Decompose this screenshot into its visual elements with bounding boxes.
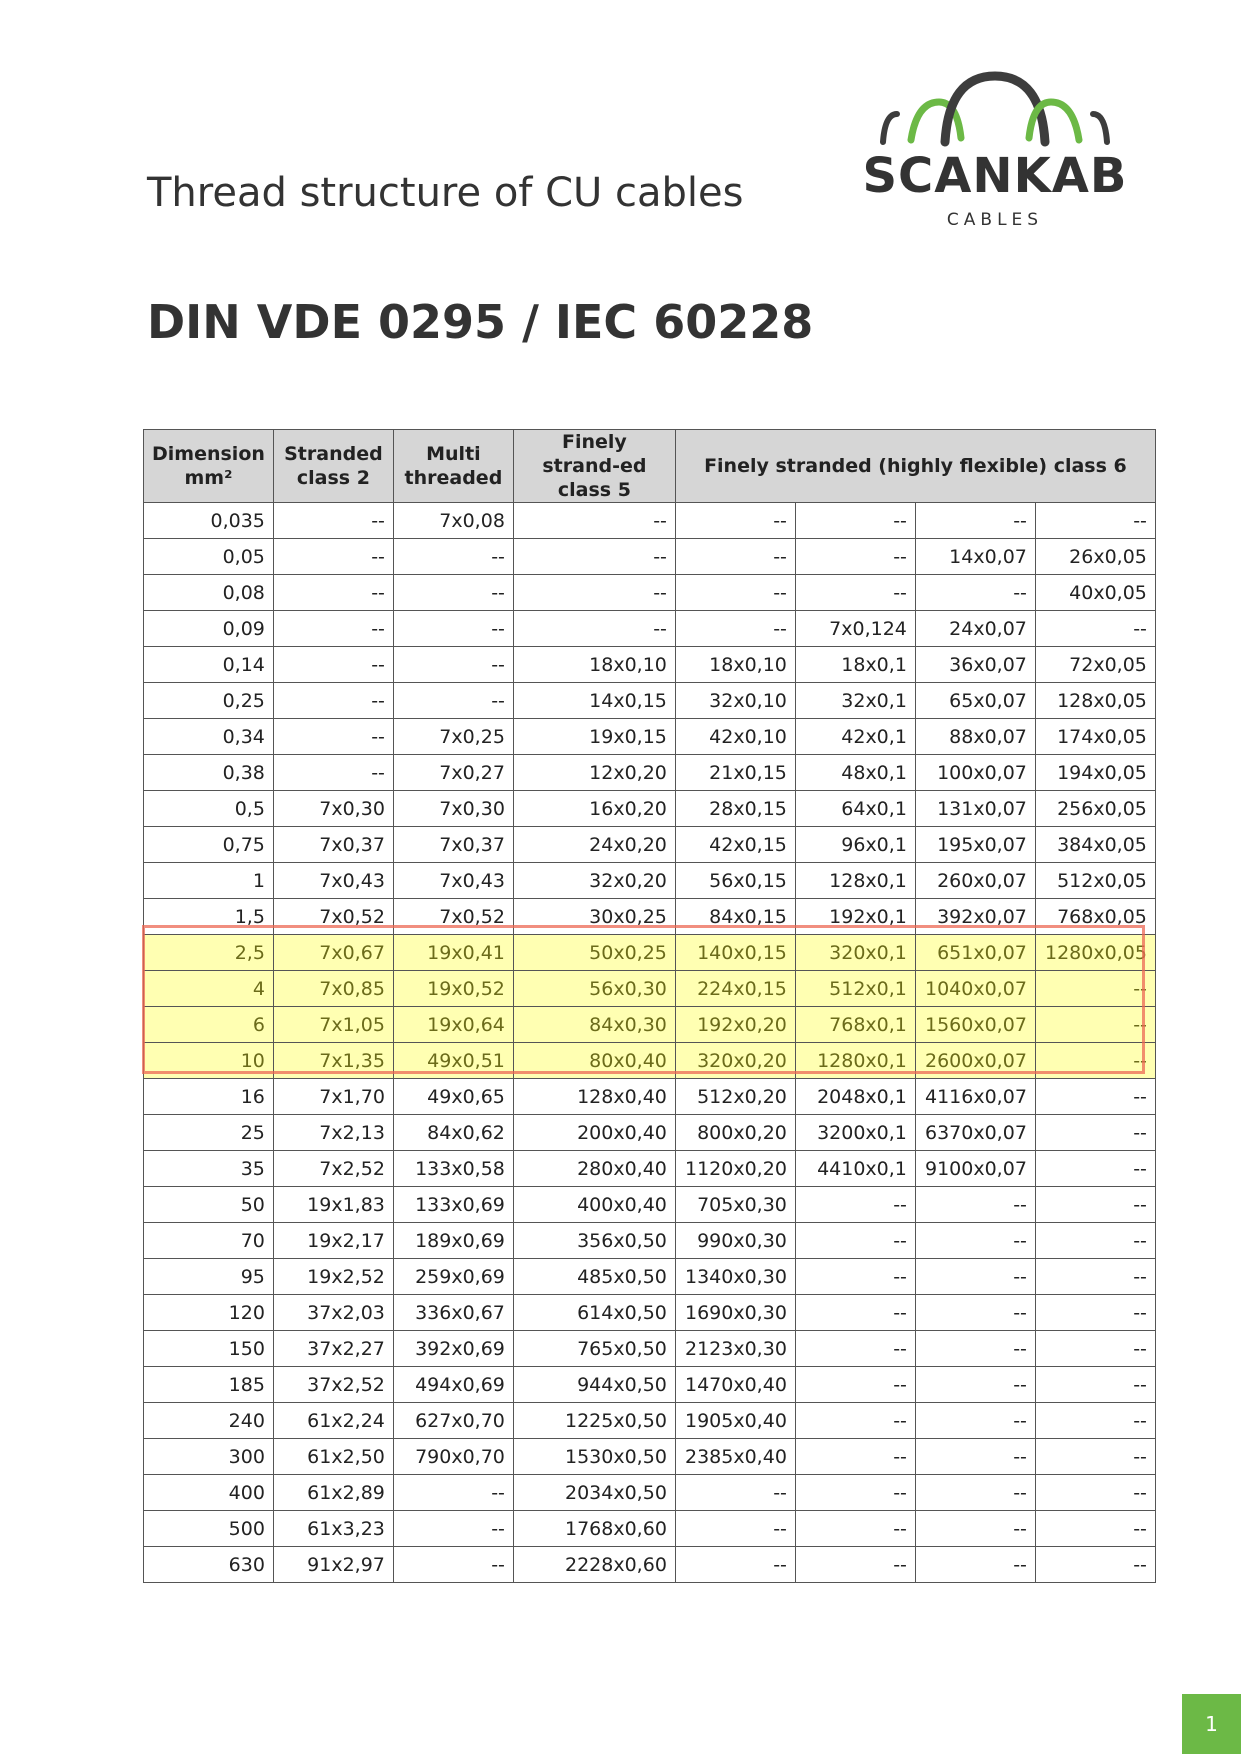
- table-cell: 7x0,52: [273, 899, 393, 935]
- table-row: [144, 1475, 1156, 1511]
- table-cell: 7x0,124: [795, 611, 915, 647]
- table-row: [144, 827, 1156, 863]
- table-cell: --: [393, 1475, 513, 1511]
- table-cell: 80x0,40: [513, 1043, 675, 1079]
- table-cell: 944x0,50: [513, 1367, 675, 1403]
- logo-wordmark: SCANKAB: [862, 148, 1128, 204]
- table-cell: 512x0,20: [675, 1079, 795, 1115]
- table-cell: 189x0,69: [393, 1223, 513, 1259]
- table-row: [144, 1547, 1156, 1583]
- table-cell: 56x0,30: [513, 971, 675, 1007]
- table-cell: 61x2,89: [273, 1475, 393, 1511]
- table-cell: 84x0,62: [393, 1115, 513, 1151]
- table-cell: 7x0,27: [393, 755, 513, 791]
- table-cell: 485x0,50: [513, 1259, 675, 1295]
- table-cell: 0,75: [144, 827, 274, 863]
- table-cell: --: [273, 647, 393, 683]
- table-row: [144, 1439, 1156, 1475]
- table-cell: --: [915, 575, 1035, 611]
- table-cell: --: [393, 1511, 513, 1547]
- table-cell: 26x0,05: [1035, 539, 1155, 575]
- table-cell: 790x0,70: [393, 1439, 513, 1475]
- table-cell: 56x0,15: [675, 863, 795, 899]
- header-finely-stranded-class-5: Finely strand-ed class 5: [513, 430, 675, 503]
- table-row: [144, 719, 1156, 755]
- table-cell: 800x0,20: [675, 1115, 795, 1151]
- table-cell: 36x0,07: [915, 647, 1035, 683]
- table-cell: 512x0,05: [1035, 863, 1155, 899]
- table-cell: 765x0,50: [513, 1331, 675, 1367]
- table-cell: 61x3,23: [273, 1511, 393, 1547]
- table-cell: --: [1035, 1115, 1155, 1151]
- table-cell: 131x0,07: [915, 791, 1035, 827]
- table-row: [144, 1295, 1156, 1331]
- table-cell: 3200x0,1: [795, 1115, 915, 1151]
- table-cell: 19x0,41: [393, 935, 513, 971]
- table-cell: 19x0,15: [513, 719, 675, 755]
- table-cell: --: [915, 1403, 1035, 1439]
- table-cell: 32x0,1: [795, 683, 915, 719]
- table-cell: --: [1035, 1259, 1155, 1295]
- table-cell: --: [915, 1511, 1035, 1547]
- table-cell: 2228x0,60: [513, 1547, 675, 1583]
- table-cell: --: [915, 1367, 1035, 1403]
- table-cell: 990x0,30: [675, 1223, 795, 1259]
- table-cell: 7x0,43: [393, 863, 513, 899]
- table-cell: 37x2,27: [273, 1331, 393, 1367]
- table-cell: 630: [144, 1547, 274, 1583]
- table-cell: --: [393, 539, 513, 575]
- table-cell: --: [1035, 971, 1155, 1007]
- table-cell: --: [675, 1475, 795, 1511]
- table-cell: 19x1,83: [273, 1187, 393, 1223]
- table-cell: --: [795, 1223, 915, 1259]
- table-cell: 185: [144, 1367, 274, 1403]
- table-cell: 19x0,52: [393, 971, 513, 1007]
- logo-tagline: CABLES: [946, 210, 1044, 230]
- table-cell: --: [513, 503, 675, 539]
- table-cell: 14x0,15: [513, 683, 675, 719]
- table-body: [144, 503, 1156, 1583]
- table-cell: --: [675, 503, 795, 539]
- table-cell: 32x0,20: [513, 863, 675, 899]
- table-cell: 627x0,70: [393, 1403, 513, 1439]
- table-cell: 4116x0,07: [915, 1079, 1035, 1115]
- table-cell: 1225x0,50: [513, 1403, 675, 1439]
- table-cell: 32x0,10: [675, 683, 795, 719]
- table-row: [144, 1403, 1156, 1439]
- table-cell: 30x0,25: [513, 899, 675, 935]
- scankab-logo: [855, 70, 1135, 235]
- table-cell: --: [915, 503, 1035, 539]
- table-cell: --: [513, 575, 675, 611]
- table-cell: 40x0,05: [1035, 575, 1155, 611]
- table-cell: 128x0,40: [513, 1079, 675, 1115]
- table-row: [144, 791, 1156, 827]
- table-cell: 7x0,67: [273, 935, 393, 971]
- table-cell: 14x0,07: [915, 539, 1035, 575]
- table-cell: 42x0,15: [675, 827, 795, 863]
- table-cell: 7x0,30: [393, 791, 513, 827]
- table-cell: 7x0,37: [393, 827, 513, 863]
- table-cell: 65x0,07: [915, 683, 1035, 719]
- table-cell: --: [795, 575, 915, 611]
- table-cell: --: [273, 575, 393, 611]
- table-cell: --: [795, 539, 915, 575]
- table-cell: --: [1035, 1079, 1155, 1115]
- table-cell: --: [1035, 1223, 1155, 1259]
- table-row: [144, 1115, 1156, 1151]
- table-cell: 42x0,1: [795, 719, 915, 755]
- table-cell: 280x0,40: [513, 1151, 675, 1187]
- table-cell: --: [1035, 1295, 1155, 1331]
- table-cell: --: [1035, 611, 1155, 647]
- table-cell: 336x0,67: [393, 1295, 513, 1331]
- table-row: [144, 683, 1156, 719]
- table-cell: 150: [144, 1331, 274, 1367]
- table-cell: 259x0,69: [393, 1259, 513, 1295]
- table-cell: --: [795, 1259, 915, 1295]
- table-cell: 1768x0,60: [513, 1511, 675, 1547]
- table-cell: --: [1035, 1511, 1155, 1547]
- table-cell: 61x2,24: [273, 1403, 393, 1439]
- table-cell: 120: [144, 1295, 274, 1331]
- table-cell: --: [1035, 1151, 1155, 1187]
- table-cell: 1560x0,07: [915, 1007, 1035, 1043]
- cable-thread-table: [143, 429, 1156, 1583]
- table-cell: --: [1035, 1403, 1155, 1439]
- table-row: [144, 647, 1156, 683]
- table-cell: 1280x0,05: [1035, 935, 1155, 971]
- table-cell: --: [675, 575, 795, 611]
- table-cell: --: [393, 683, 513, 719]
- table-cell: 392x0,69: [393, 1331, 513, 1367]
- table-cell: 2034x0,50: [513, 1475, 675, 1511]
- table-cell: 21x0,15: [675, 755, 795, 791]
- table-cell: 195x0,07: [915, 827, 1035, 863]
- table-cell: 42x0,10: [675, 719, 795, 755]
- table-cell: 28x0,15: [675, 791, 795, 827]
- table-cell: --: [675, 1511, 795, 1547]
- table-cell: 7x1,05: [273, 1007, 393, 1043]
- table-cell: 0,05: [144, 539, 274, 575]
- table-cell: 7x0,52: [393, 899, 513, 935]
- document-subtitle: Thread structure of CU cables: [147, 170, 744, 216]
- table-cell: 18x0,1: [795, 647, 915, 683]
- table-cell: --: [1035, 1007, 1155, 1043]
- table-cell: --: [795, 503, 915, 539]
- document-title: DIN VDE 0295 / IEC 60228: [147, 295, 814, 349]
- table-cell: 16x0,20: [513, 791, 675, 827]
- table-cell: 384x0,05: [1035, 827, 1155, 863]
- table-cell: 96x0,1: [795, 827, 915, 863]
- table-cell: 49x0,65: [393, 1079, 513, 1115]
- table-cell: 7x0,08: [393, 503, 513, 539]
- table-cell: --: [393, 611, 513, 647]
- table-cell: 25: [144, 1115, 274, 1151]
- table-cell: --: [915, 1439, 1035, 1475]
- table-cell: --: [513, 611, 675, 647]
- table-cell: 24x0,20: [513, 827, 675, 863]
- table-cell: 0,34: [144, 719, 274, 755]
- table-row: [144, 1079, 1156, 1115]
- table-row: [144, 1007, 1156, 1043]
- table-cell: 64x0,1: [795, 791, 915, 827]
- table-cell: 0,38: [144, 755, 274, 791]
- table-cell: --: [393, 1547, 513, 1583]
- table-cell: 6: [144, 1007, 274, 1043]
- header-stranded-class-2: Stranded class 2: [273, 430, 393, 503]
- table-cell: 300: [144, 1439, 274, 1475]
- table-cell: 48x0,1: [795, 755, 915, 791]
- table-cell: 61x2,50: [273, 1439, 393, 1475]
- table-cell: 70: [144, 1223, 274, 1259]
- table-cell: 240: [144, 1403, 274, 1439]
- table-cell: 2,5: [144, 935, 274, 971]
- table-cell: --: [1035, 1043, 1155, 1079]
- table-cell: --: [675, 1547, 795, 1583]
- table-cell: 128x0,1: [795, 863, 915, 899]
- table-cell: 0,14: [144, 647, 274, 683]
- table-cell: 174x0,05: [1035, 719, 1155, 755]
- logo-arches-icon: [855, 70, 1135, 150]
- table-row: [144, 899, 1156, 935]
- table-cell: 0,5: [144, 791, 274, 827]
- table-cell: 2048x0,1: [795, 1079, 915, 1115]
- table-cell: 400: [144, 1475, 274, 1511]
- table-cell: --: [915, 1475, 1035, 1511]
- table-cell: 0,09: [144, 611, 274, 647]
- table-row: [144, 935, 1156, 971]
- table-cell: 494x0,69: [393, 1367, 513, 1403]
- table-cell: 0,25: [144, 683, 274, 719]
- table-row: [144, 503, 1156, 539]
- table-cell: 500: [144, 1511, 274, 1547]
- page-number-badge: 1: [1182, 1694, 1241, 1754]
- table-cell: 19x0,64: [393, 1007, 513, 1043]
- table-cell: 7x1,35: [273, 1043, 393, 1079]
- table-cell: --: [795, 1295, 915, 1331]
- table-cell: --: [915, 1259, 1035, 1295]
- table-cell: 1,5: [144, 899, 274, 935]
- table-cell: --: [1035, 1187, 1155, 1223]
- table-cell: 2385x0,40: [675, 1439, 795, 1475]
- table-cell: --: [795, 1187, 915, 1223]
- table-cell: 705x0,30: [675, 1187, 795, 1223]
- table-cell: --: [795, 1547, 915, 1583]
- table-cell: 192x0,20: [675, 1007, 795, 1043]
- table-cell: 320x0,1: [795, 935, 915, 971]
- table-cell: 91x2,97: [273, 1547, 393, 1583]
- table-cell: 651x0,07: [915, 935, 1035, 971]
- table-row: [144, 1259, 1156, 1295]
- table-cell: 50: [144, 1187, 274, 1223]
- table-cell: 24x0,07: [915, 611, 1035, 647]
- header-finely-stranded-class-6: Finely stranded (highly flexible) class 6: [675, 430, 1155, 503]
- table-cell: 260x0,07: [915, 863, 1035, 899]
- table-cell: 1470x0,40: [675, 1367, 795, 1403]
- table-cell: --: [675, 539, 795, 575]
- table-cell: 614x0,50: [513, 1295, 675, 1331]
- table-row: [144, 755, 1156, 791]
- table-cell: 0,08: [144, 575, 274, 611]
- table-cell: 2123x0,30: [675, 1331, 795, 1367]
- table-cell: --: [915, 1295, 1035, 1331]
- table-row: [144, 1511, 1156, 1547]
- table-cell: --: [1035, 503, 1155, 539]
- table-cell: 18x0,10: [513, 647, 675, 683]
- table-cell: 7x1,70: [273, 1079, 393, 1115]
- table-cell: 84x0,15: [675, 899, 795, 935]
- table-cell: 7x0,85: [273, 971, 393, 1007]
- table-row: [144, 1223, 1156, 1259]
- table-cell: --: [1035, 1475, 1155, 1511]
- table-cell: 88x0,07: [915, 719, 1035, 755]
- table-cell: --: [1035, 1547, 1155, 1583]
- table-cell: --: [273, 755, 393, 791]
- table-row: [144, 1331, 1156, 1367]
- table-cell: 1: [144, 863, 274, 899]
- table-row: [144, 539, 1156, 575]
- table-header-row: [144, 430, 1156, 503]
- table-cell: --: [393, 575, 513, 611]
- table-cell: 19x2,52: [273, 1259, 393, 1295]
- table-row: [144, 971, 1156, 1007]
- table-cell: 50x0,25: [513, 935, 675, 971]
- table-cell: 6370x0,07: [915, 1115, 1035, 1151]
- table-cell: 37x2,03: [273, 1295, 393, 1331]
- table-cell: 1690x0,30: [675, 1295, 795, 1331]
- table-cell: 128x0,05: [1035, 683, 1155, 719]
- header-dimension: Dimension mm²: [144, 430, 274, 503]
- table-cell: 95: [144, 1259, 274, 1295]
- table-cell: 2600x0,07: [915, 1043, 1035, 1079]
- table-cell: 1905x0,40: [675, 1403, 795, 1439]
- header-multi-threaded: Multi threaded: [393, 430, 513, 503]
- table-cell: 84x0,30: [513, 1007, 675, 1043]
- table-cell: 356x0,50: [513, 1223, 675, 1259]
- table-row: [144, 1151, 1156, 1187]
- table-cell: 4410x0,1: [795, 1151, 915, 1187]
- table-cell: 100x0,07: [915, 755, 1035, 791]
- table-row: [144, 1187, 1156, 1223]
- table-cell: 400x0,40: [513, 1187, 675, 1223]
- table-cell: 0,035: [144, 503, 274, 539]
- table-cell: 72x0,05: [1035, 647, 1155, 683]
- table-cell: 1120x0,20: [675, 1151, 795, 1187]
- table-cell: --: [915, 1187, 1035, 1223]
- table-row: [144, 1043, 1156, 1079]
- table-cell: --: [795, 1511, 915, 1547]
- table-row: [144, 575, 1156, 611]
- table-cell: 194x0,05: [1035, 755, 1155, 791]
- table-row: [144, 863, 1156, 899]
- table-cell: 140x0,15: [675, 935, 795, 971]
- table-cell: --: [273, 683, 393, 719]
- table-cell: 37x2,52: [273, 1367, 393, 1403]
- table-cell: 12x0,20: [513, 755, 675, 791]
- table-cell: 1040x0,07: [915, 971, 1035, 1007]
- table-cell: 7x0,43: [273, 863, 393, 899]
- table-cell: 192x0,1: [795, 899, 915, 935]
- table-cell: --: [273, 611, 393, 647]
- table-cell: --: [1035, 1331, 1155, 1367]
- table-cell: 1530x0,50: [513, 1439, 675, 1475]
- table-cell: 7x2,13: [273, 1115, 393, 1151]
- table-cell: 49x0,51: [393, 1043, 513, 1079]
- table-cell: --: [795, 1331, 915, 1367]
- table-cell: 768x0,05: [1035, 899, 1155, 935]
- table-cell: 7x0,30: [273, 791, 393, 827]
- table-cell: 512x0,1: [795, 971, 915, 1007]
- table-cell: 1340x0,30: [675, 1259, 795, 1295]
- table-cell: --: [915, 1547, 1035, 1583]
- table-cell: 7x0,37: [273, 827, 393, 863]
- table-cell: --: [795, 1403, 915, 1439]
- table-cell: 133x0,58: [393, 1151, 513, 1187]
- table-cell: --: [273, 539, 393, 575]
- table-cell: 320x0,20: [675, 1043, 795, 1079]
- table-cell: 392x0,07: [915, 899, 1035, 935]
- table-cell: 16: [144, 1079, 274, 1115]
- table-cell: --: [795, 1367, 915, 1403]
- table-cell: 10: [144, 1043, 274, 1079]
- table-cell: --: [675, 611, 795, 647]
- table-cell: --: [393, 647, 513, 683]
- table-cell: 19x2,17: [273, 1223, 393, 1259]
- table-cell: 7x2,52: [273, 1151, 393, 1187]
- table-cell: 256x0,05: [1035, 791, 1155, 827]
- table-cell: --: [1035, 1439, 1155, 1475]
- table-cell: 18x0,10: [675, 647, 795, 683]
- table-cell: --: [795, 1475, 915, 1511]
- table-cell: --: [513, 539, 675, 575]
- table-cell: --: [273, 719, 393, 755]
- table-cell: 35: [144, 1151, 274, 1187]
- table-cell: 133x0,69: [393, 1187, 513, 1223]
- table-cell: 7x0,25: [393, 719, 513, 755]
- table-cell: 9100x0,07: [915, 1151, 1035, 1187]
- table-row: [144, 611, 1156, 647]
- table-cell: 1280x0,1: [795, 1043, 915, 1079]
- table-cell: --: [915, 1223, 1035, 1259]
- table-cell: 224x0,15: [675, 971, 795, 1007]
- table-cell: --: [1035, 1367, 1155, 1403]
- table-cell: 768x0,1: [795, 1007, 915, 1043]
- table-cell: --: [273, 503, 393, 539]
- table-cell: --: [795, 1439, 915, 1475]
- table-row: [144, 1367, 1156, 1403]
- table-cell: --: [915, 1331, 1035, 1367]
- table-cell: 4: [144, 971, 274, 1007]
- table-cell: 200x0,40: [513, 1115, 675, 1151]
